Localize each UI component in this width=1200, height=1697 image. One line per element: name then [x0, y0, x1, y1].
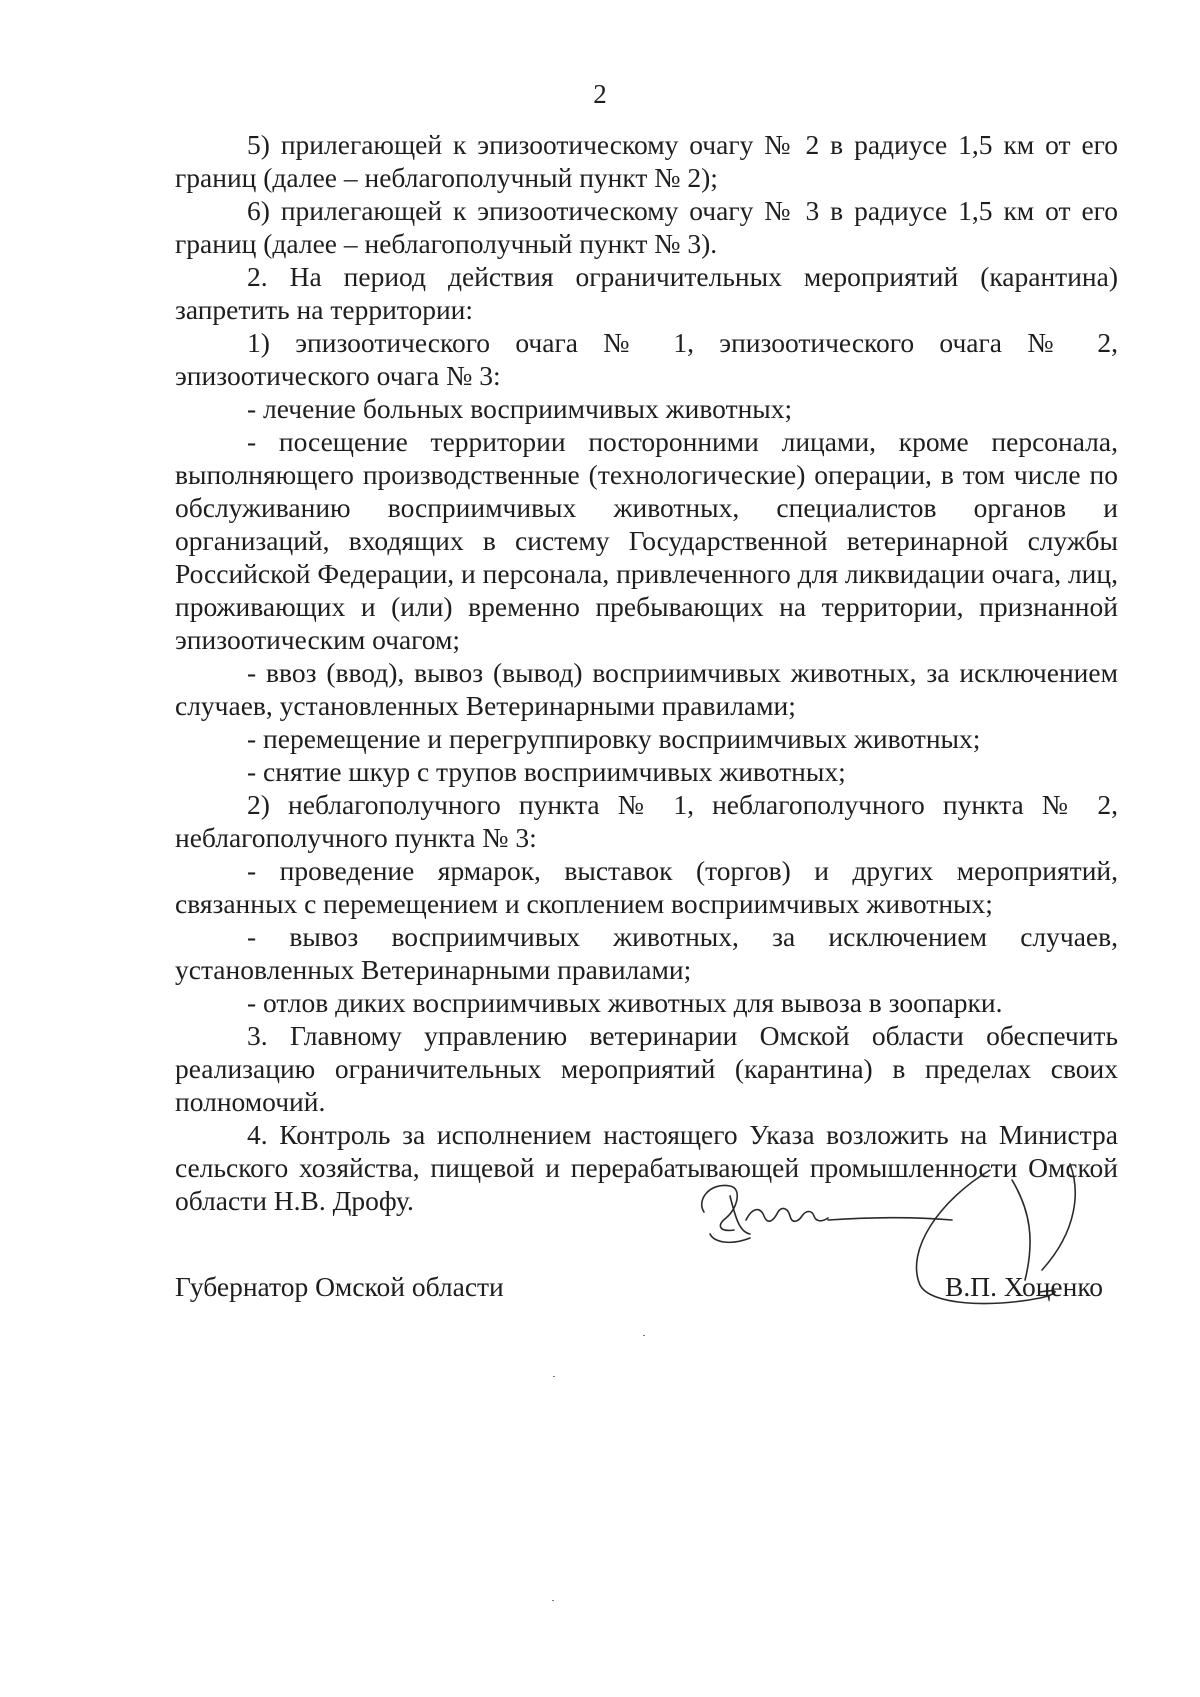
- paragraph-ban-capture: - отлов диких восприимчивых животных для вывоза в зоопарки.: [247, 987, 1003, 1018]
- paragraph-clause-2: 2. На период действия ограничительных мероприятий (карантина) запретить на территории:: [175, 261, 1118, 325]
- paragraph-subclause-1: 1) эпизоотического очага № 1, эпизоотического очага № 2, эпизоотического очага № 3:: [175, 327, 1118, 391]
- paragraph-subclause-2: 2) неблагополучного пункта № 1, неблагополучного пункта № 2, неблагополучного пункта № 3:: [175, 789, 1118, 853]
- paragraph-clause-3: 3. Главному управлению ветеринарии Омской области обеспечить реализацию ограничительных мероприятий (карантина) в пределах своих полномочий.: [175, 1020, 1118, 1117]
- decree-body: [175, 128, 1118, 1217]
- signatory-name: В.П. Хоценко: [945, 1271, 1104, 1302]
- paragraph-ban-treatment: - лечение больных восприимчивых животных;: [247, 393, 793, 424]
- page-number: 2: [593, 79, 607, 109]
- paragraph-ban-transport: - ввоз (ввод), вывоз (вывод) восприимчивых животных, за исключением случаев, установленных Ветеринарными правилами;: [175, 657, 1118, 721]
- scan-speck: [552, 1600, 554, 1601]
- paragraph-item-6-zone: 6) прилегающей к эпизоотическому очагу № 3 в радиусе 1,5 км от его границ (далее – неблагополучный пункт № 3).: [175, 195, 1118, 259]
- paragraph-item-5-zone: 5) прилегающей к эпизоотическому очагу № 2 в радиусе 1,5 км от его границ (далее – неблагополучный пункт № 2);: [175, 129, 1118, 193]
- paragraph-clause-4: 4. Контроль за исполнением настоящего Указа возложить на Министра сельского хозяйства, пищевой и перерабатывающей промышленности Омской области Н.В. Дрофу.: [175, 1119, 1118, 1216]
- signatory-title: Губернатор Омской области: [175, 1271, 504, 1302]
- paragraph-ban-regrouping: - перемещение и перегруппировку восприимчивых животных;: [247, 723, 981, 754]
- scan-speck: [553, 1376, 555, 1377]
- paragraph-ban-skinning: - снятие шкур с трупов восприимчивых животных;: [247, 756, 846, 787]
- scan-speck: [643, 1335, 645, 1336]
- paragraph-ban-fairs: - проведение ярмарок, выставок (торгов) и других мероприятий, связанных с перемещением и скоплением восприимчивых животных;: [175, 855, 1118, 919]
- paragraph-ban-export: - вывоз восприимчивых животных, за исключением случаев, установленных Ветеринарными правилами;: [175, 921, 1118, 985]
- paragraph-ban-visits: - посещение территории посторонними лицами, кроме персонала, выполняющего производственные (технологические) операции, в том числе по обслуживанию восприимчивых животных, специалистов органов и организаций, входящих в систему Государственной ветеринарной службы Российской Федерации, и персонала, привлеченного для ликвидации очага, лиц, проживающих и (или) временно пребывающих на территории, признанной эпизоотическим очагом;: [175, 426, 1118, 655]
